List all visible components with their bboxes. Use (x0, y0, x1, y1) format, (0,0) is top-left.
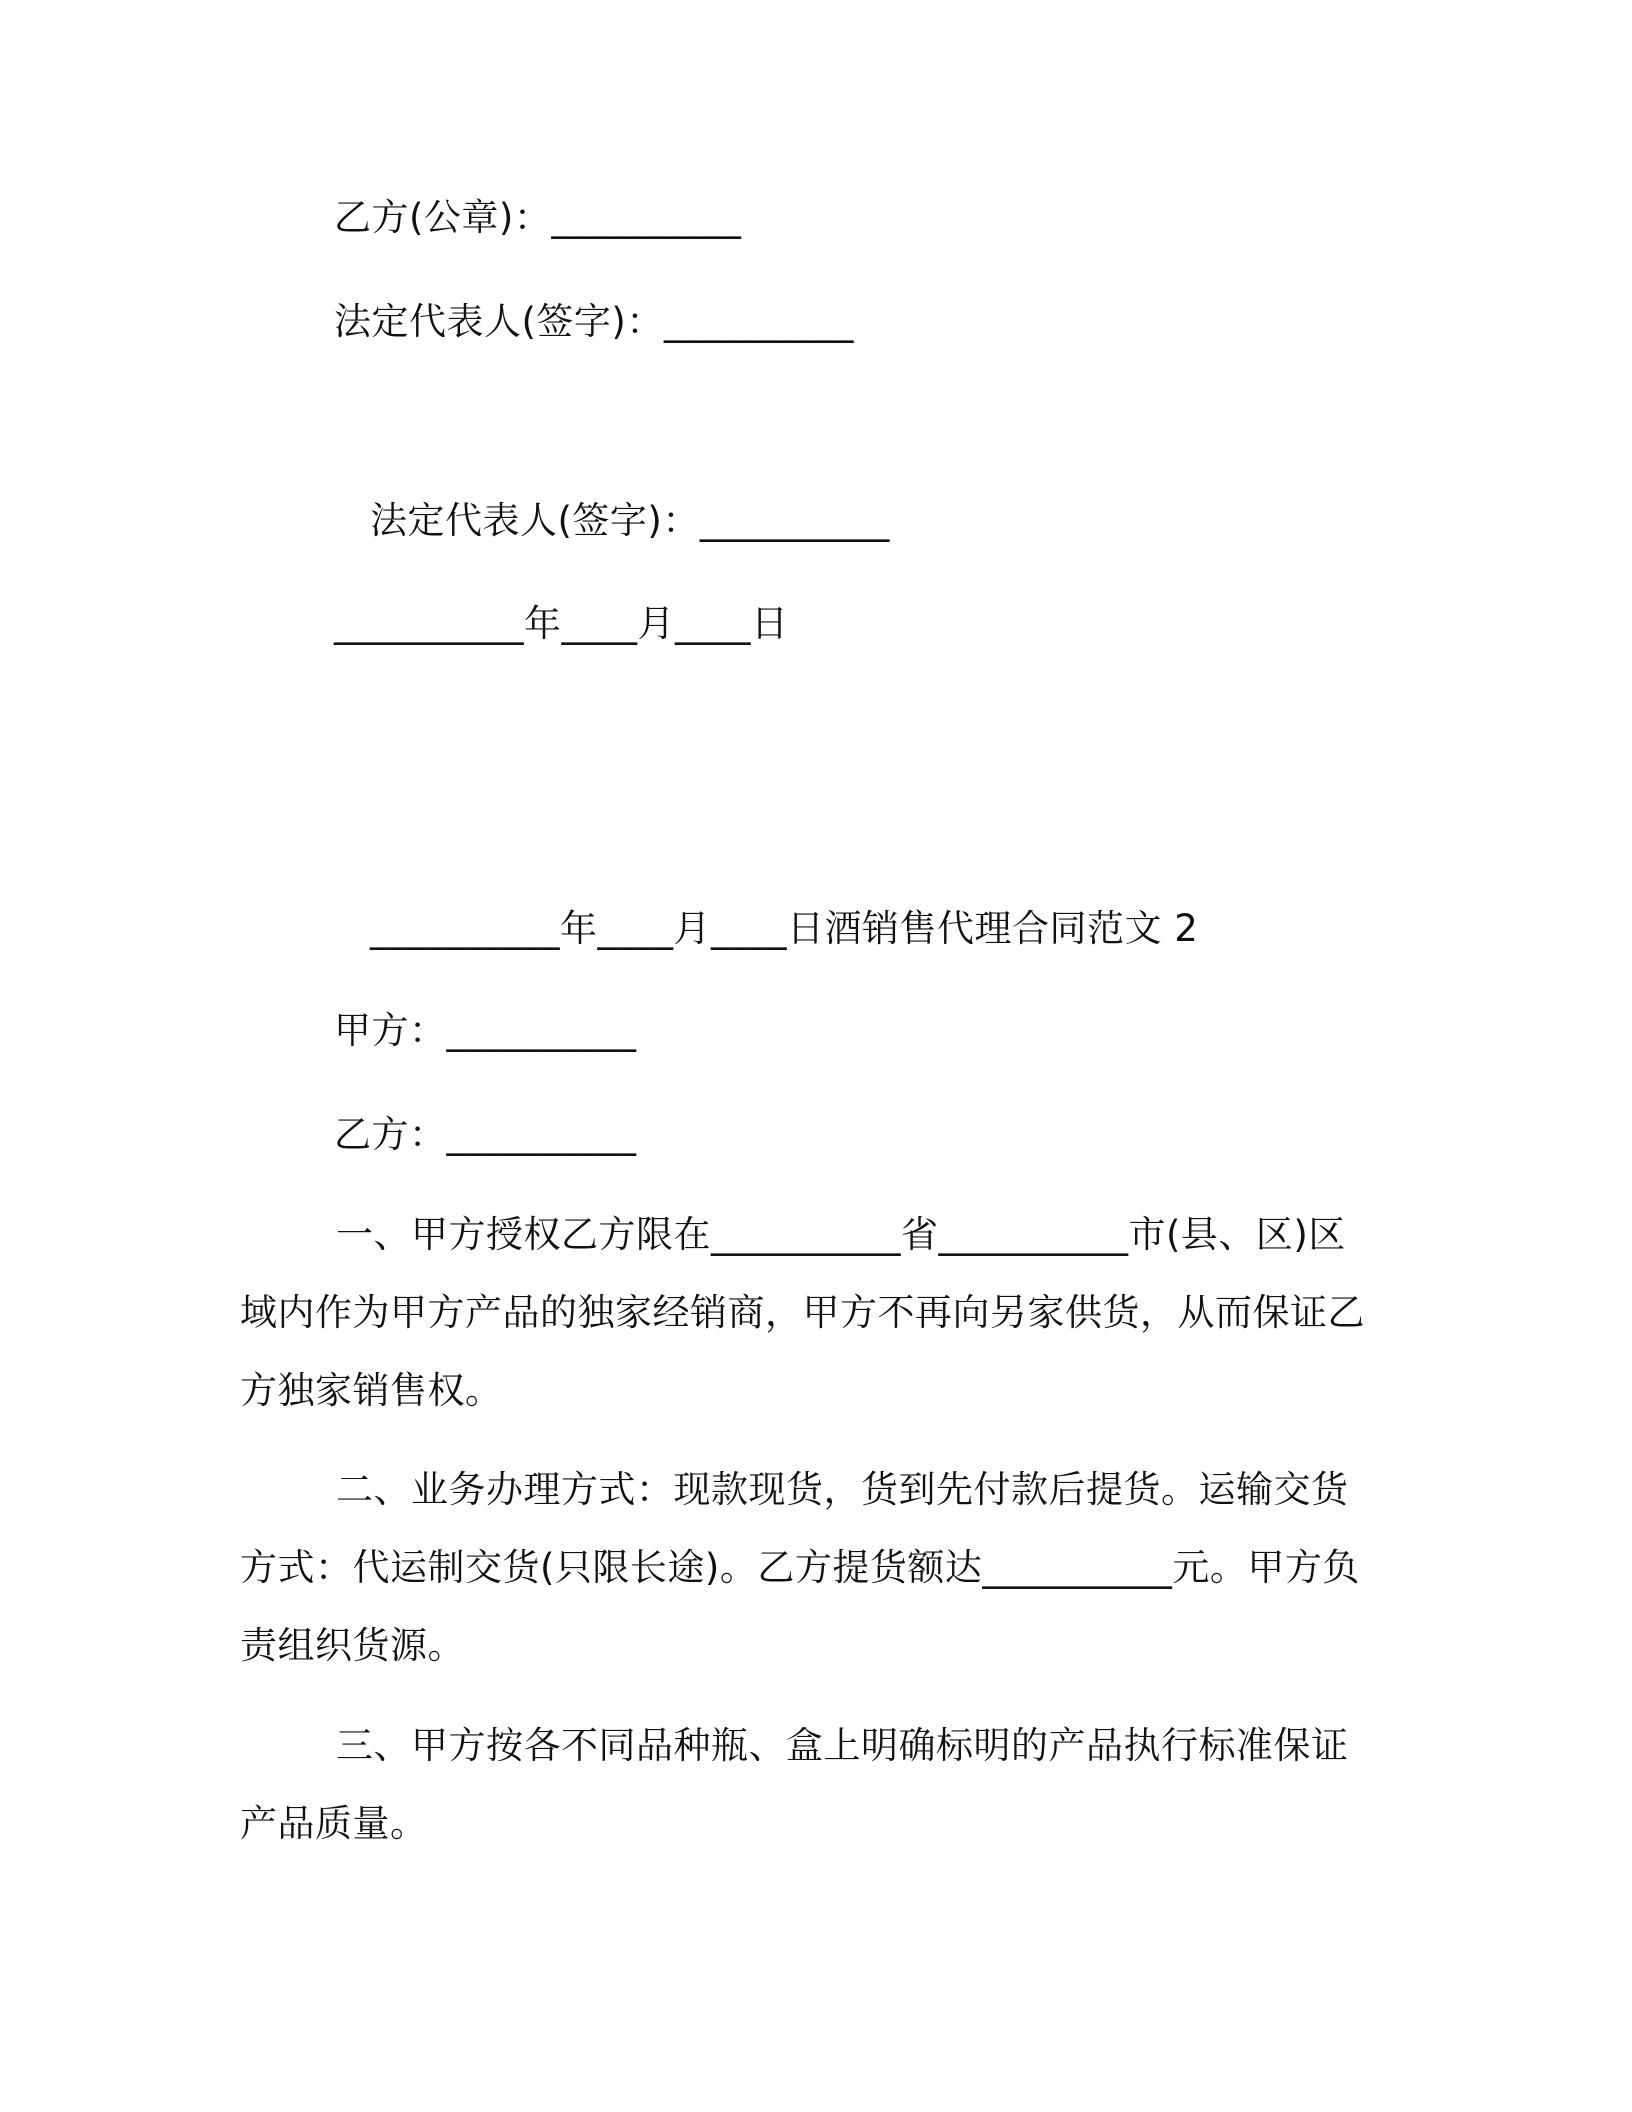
clause-1-paragraph (240, 1196, 1378, 1430)
clause-2-text: 二、业务办理方式：现款现货，货到先付款后提货。运输交货方式：代运制交货(只限长途)。乙方提货额达__________元。甲方负责组织货源。 (240, 1468, 1360, 1667)
party-b-seal-line: 乙方(公章)：__________ (334, 196, 742, 239)
legal-rep-signature-line-indented: 法定代表人(签字)：__________ (370, 499, 890, 542)
legal-rep-signature-line: 法定代表人(签字)：__________ (334, 300, 854, 343)
signing-date-line: __________年____月____日 (334, 602, 789, 645)
clause-2-paragraph (240, 1451, 1378, 1685)
contract-title: __________年____月____日酒销售代理合同范文 2 (370, 907, 1199, 950)
party-a-line: 甲方：__________ (334, 1009, 637, 1052)
clause-1-text: 一、甲方授权乙方限在__________省__________市(县、区)区域内作为甲方产品的独家经销商，甲方不再向另家供货，从而保证乙方独家销售权。 (240, 1213, 1365, 1412)
clause-3-paragraph (240, 1707, 1378, 1863)
party-b-line: 乙方：__________ (334, 1113, 637, 1156)
clause-3-text: 三、甲方按各不同品种瓶、盒上明确标明的产品执行标准保证产品质量。 (240, 1724, 1349, 1845)
